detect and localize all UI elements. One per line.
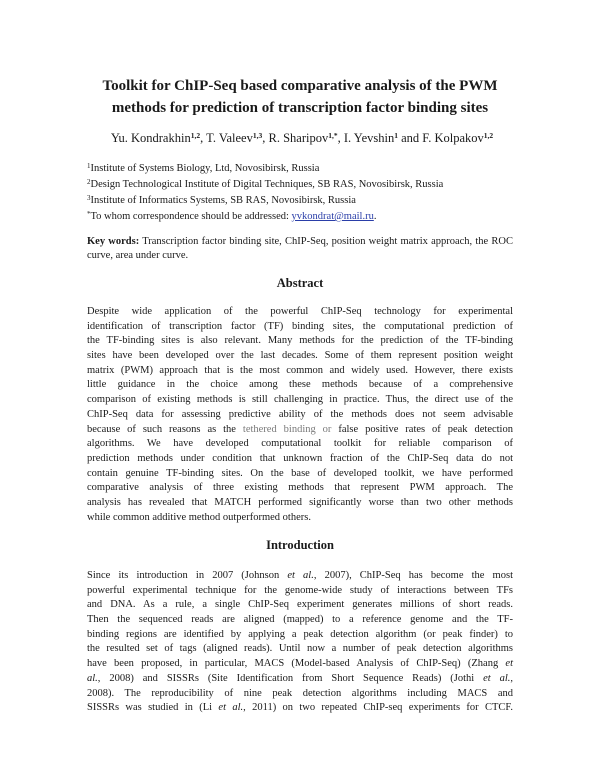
author-affil-sup: 1,*: [328, 131, 338, 140]
affiliation-item: $^3$Institute of Informatics Systems, SB RAS, Novosibirsk, Russia: [87, 194, 356, 206]
author-affil-sup: 1: [394, 131, 398, 140]
intro-line: SISSRs was studied in (Li et al., 2011) on two repeated ChIP-seq experiments for CTCF.: [87, 702, 513, 714]
abstract-line: contain genuine TF-binding sites. On the base of developed toolkit, we have performed: [87, 467, 513, 479]
abstract-line: ChIP-Seq data for assessing predictive ability of the methods does not seem advisable: [87, 408, 513, 420]
keywords-label: Key words:: [87, 236, 140, 247]
intro-line: powerful experimental technique for the genome-wide study of interactions between TFs: [87, 584, 513, 596]
keywords-text: Transcription factor binding site, ChIP-Seq, position weight matrix approach, the ROC curve, area under curve.: [87, 236, 513, 261]
intro-line: have been proposed, in particular, MACS (Model-based Analysis of ChIP-Seq) (Zhang et: [87, 658, 513, 670]
author-name: R. Sharipov: [268, 131, 329, 145]
author-affil-sup: 1,2: [483, 131, 494, 140]
title-line-1: Toolkit for ChIP-Seq based comparative analysis of the PWM: [102, 78, 498, 94]
abstract-line: sites have been developed over the last decades. Some of them represent position weight: [87, 350, 513, 362]
affiliation-item: $^1$Institute of Systems Biology, Ltd, Novosibirsk, Russia: [87, 162, 320, 174]
abstract-line: prediction methods under condition that unknown fraction of the ChIP-Seq data do not: [87, 452, 513, 464]
abstract-line: analysis has revealed that MATCH performed significantly worse than two other methods: [87, 496, 513, 508]
title-line-2: methods for prediction of transcription factor binding sites: [111, 100, 489, 116]
author-name: I. Yevshin: [343, 131, 395, 145]
author-name: T. Valeev: [206, 131, 253, 145]
keywords: [87, 235, 513, 263]
abstract-body: [87, 305, 513, 525]
introduction-heading: Introduction: [266, 538, 334, 552]
abstract-line: comparative analysis of three existing methods that represent PWM approach. The: [87, 482, 513, 494]
intro-line: Since its introduction in 2007 (Johnson et al., 2007), ChIP-Seq has become the most: [87, 570, 513, 581]
affiliation-list: [87, 161, 443, 225]
abstract-line: Despite wide application of the powerful ChIP-Seq technology for experimental: [87, 306, 513, 317]
abstract-line: comparison of existing methods is still challenging in practice. Thus, the direct use of the: [87, 394, 513, 406]
abstract-line: algorithms. We have developed computational toolkit for reliable comparison of: [87, 438, 513, 450]
affiliation-item: $^2$Design Technological Institute of Digital Techniques, SB RAS, Novosibirsk, Russia: [87, 178, 444, 190]
author-name: F. Kolpakov: [422, 131, 484, 145]
intro-line: binding regions are identified by applying a peak detection algorithm (or peak finder) to: [87, 628, 513, 640]
abstract-heading: Abstract: [276, 276, 324, 290]
abstract-line: matrix (PWM) approach that is the most common and widely used. However, there exists: [87, 364, 513, 376]
intro-line: and DNA. As a rule, a single ChIP-Seq experiment generates millions of short reads.: [87, 599, 513, 611]
author-name: Yu. Kondrakhin: [110, 131, 191, 145]
intro-line: Then the sequenced reads are aligned (mapped) to a reference genome and the TF-: [87, 614, 513, 626]
abstract-line: the TF-binding sites is also relevant. Many methods for the prediction of the TF-binding: [87, 335, 513, 347]
intro-line: 2008). The reproducibility of nine peak detection algorithms including MACS and: [87, 687, 513, 699]
intro-line: al., 2008) and SISSRs (Site Identification from Short Sequence Reads) (Jothi et al.,: [87, 672, 514, 684]
abstract-line: identification of transcription factor (TF) binding sites, the computational prediction of: [87, 320, 513, 332]
email-link[interactable]: yvkondrat@mail.ru: [291, 211, 374, 222]
abstract-line: while common additive method outperformed others.: [87, 511, 311, 523]
abstract-line: little guidance in the choice among these methods because of a comprehensive: [87, 379, 513, 391]
correspondence-note: *To whom correspondence should be addressed: yvkondrat@mail.ru.: [87, 210, 377, 222]
introduction-body: [87, 569, 513, 716]
intro-line: the resulted set of tags (aligned reads). Until now a number of peak detection algorithms: [87, 643, 513, 655]
author-affil-sup: 1,2: [190, 131, 201, 140]
author-affil-sup: 1,3: [252, 131, 263, 140]
abstract-line: because of such reasons as the tethered binding or false positive rates of peak detection: [87, 423, 513, 435]
paper-title: [60, 75, 540, 119]
author-list: Yu. Kondrakhin$^{1,2}$, T. Valeev$^{1,3}$, R. Sharipov$^{1,*}$, I. Yevshin$^1$ and F. Kolpakov$^{1,2}$: [110, 131, 494, 145]
